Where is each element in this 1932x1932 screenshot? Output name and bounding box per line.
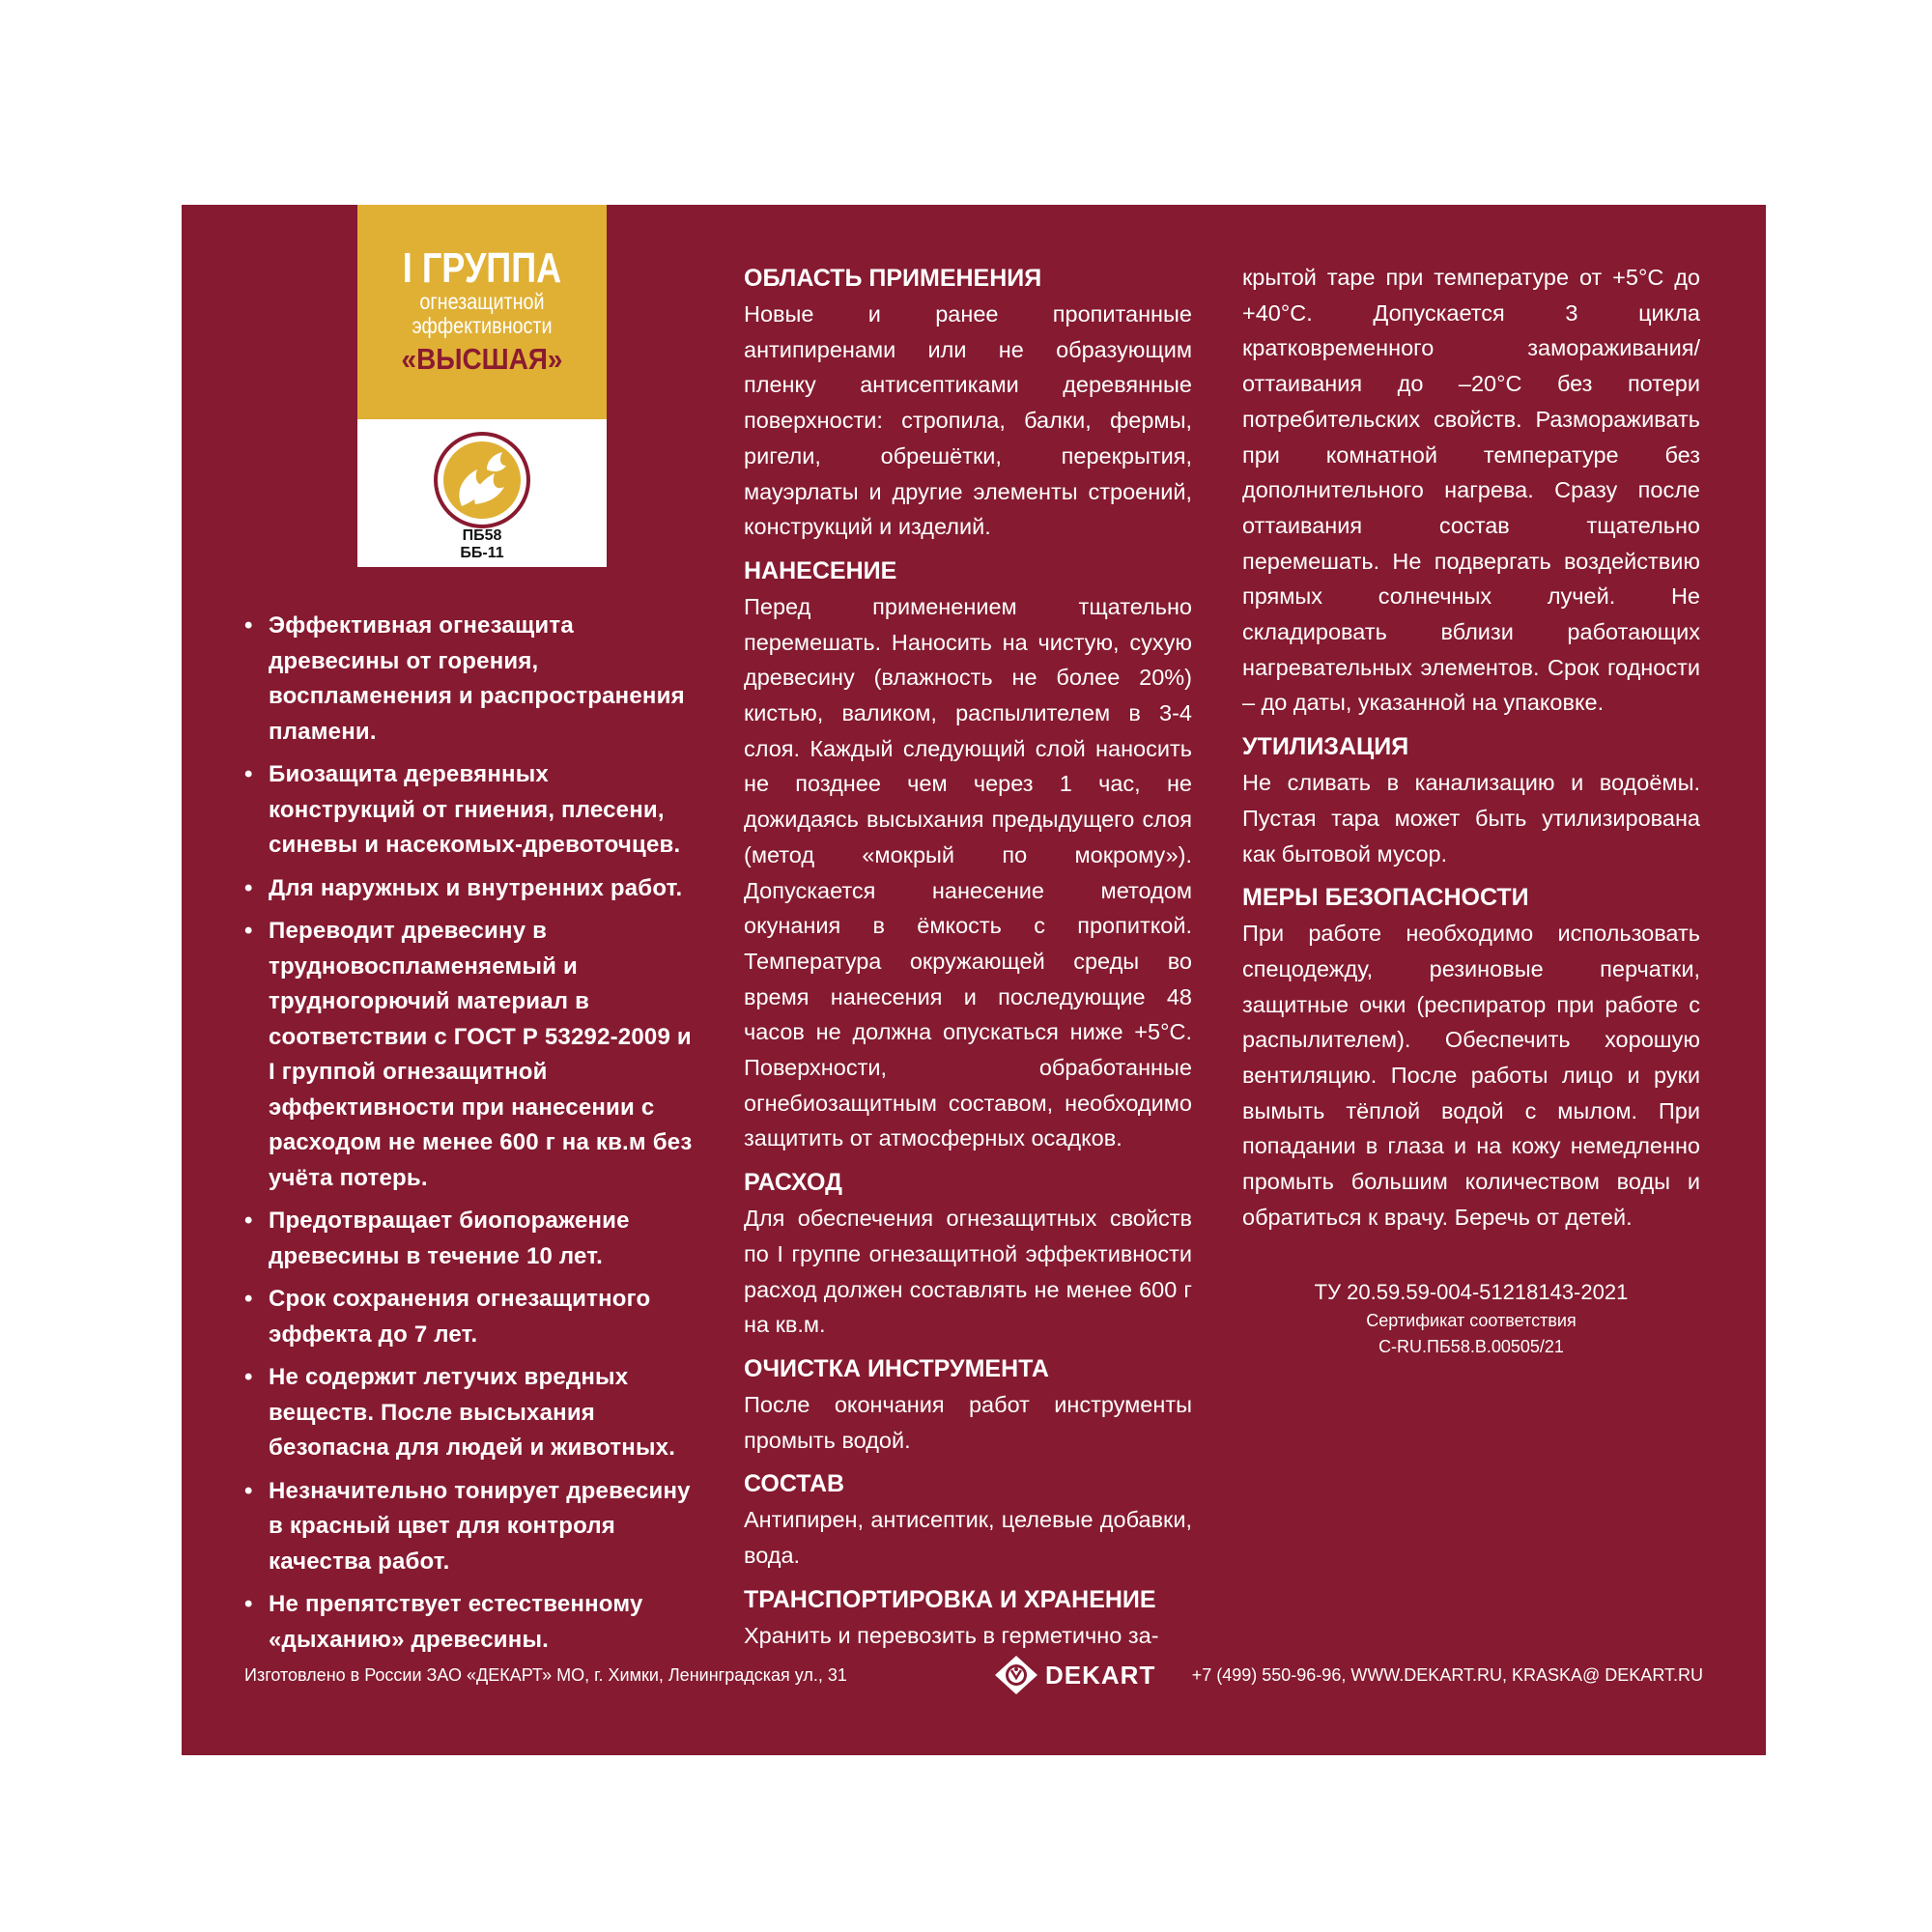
- storage-title: ТРАНСПОРТИРОВКА И ХРАНЕНИЕ: [744, 1585, 1156, 1613]
- manufacturer-info: Изготовлено в России ЗАО «ДЕКАРТ» МО, г. Химки, Ленинградская ул., 31: [244, 1665, 847, 1685]
- safety-title: МЕРЫ БЕЗОПАСНОСТИ: [1242, 884, 1529, 912]
- storage-safety-column: [1242, 260, 1700, 1243]
- feature-item: • Эффективная огнезащита древесины от горения, воспламенения и распространения пламени.: [244, 609, 698, 750]
- badge-codes: [357, 527, 607, 562]
- cleaning-body: После окончания работ инструменты промыть водой.: [744, 1391, 1192, 1453]
- feature-item: • Незначительно тонирует древесину в красный цвет для контроля качества работ.: [244, 1474, 698, 1580]
- application-title: ОБЛАСТЬ ПРИМЕНЕНИЯ: [744, 265, 1042, 292]
- consumption-body: Для обеспечения огнезащитных свойств по I группе огнезащитной эффективности расход должен составлять не менее 600 г на кв.м.: [744, 1206, 1192, 1338]
- flame-emblem-icon: [433, 431, 531, 529]
- dekart-emblem-icon: [993, 1654, 1039, 1696]
- badge-subtitle-1: огнезащитной: [419, 289, 545, 314]
- composition-title: СОСТАВ: [744, 1470, 845, 1498]
- badge-code-1: ПБ58: [462, 527, 502, 544]
- badge-level: «ВЫСШАЯ»: [401, 342, 563, 376]
- feature-item: • Переводит древесину в трудновоспламеняемый и трудногорючий материал в соответствии с ГОСТ Р 53292-2009 и I группой огнезащитной эффективности при нанесении с расходом не менее 600 г на кв.м без учёта потерь.: [244, 914, 698, 1196]
- instructions-column: [744, 260, 1192, 1662]
- consumption-title: РАСХОД: [744, 1169, 842, 1197]
- badge-header: [357, 205, 607, 419]
- disposal-body: Не сливать в канализацию и водоёмы. Пустая тара может быть утилизирована как бытовой мусор.: [1242, 770, 1700, 867]
- storage-body-part1: Хранить и перевозить в герметично за-: [744, 1622, 1159, 1648]
- certificate-block: [1244, 1277, 1698, 1360]
- storage-body-part2: крытой таре при температуре от +5°С до +40°С. Допускается 3 цикла кратковременного замораживания/оттаивания до –20°С без потери потребительских свойств. Размораживать при комнатной температуре без дополнительного нагрева. Сразу после оттаивания состав тщательно перемешать. Не подвергать воздействию прямых солнечных лучей. Не складировать вблизи работающих нагревательных элементов. Срок годности – до даты, указанной на упаковке.: [1242, 265, 1700, 716]
- feature-item: • Не препятствует естественному «дыханию» древесины.: [244, 1587, 698, 1658]
- disposal-title: УТИЛИЗАЦИЯ: [1242, 733, 1409, 761]
- label-panel: [182, 205, 1766, 1755]
- composition-body: Антипирен, антисептик, целевые добавки, вода.: [744, 1507, 1192, 1569]
- cleaning-title: ОЧИСТКА ИНСТРУМЕНТА: [744, 1354, 1049, 1382]
- certificate-number: С-RU.ПБ58.В.00505/21: [1378, 1337, 1564, 1356]
- fire-protection-badge: [357, 205, 607, 567]
- feature-item: • Не содержит летучих вредных веществ. После высыхания безопасна для людей и животных.: [244, 1360, 698, 1466]
- dekart-brand-name: DEKART: [1045, 1660, 1156, 1690]
- badge-group-title: I ГРУППА: [402, 244, 562, 292]
- badge-code-2: ББ-11: [460, 545, 504, 561]
- badge-subtitle-2: эффективности: [412, 313, 553, 338]
- feature-item: • Срок сохранения огнезащитного эффекта до 7 лет.: [244, 1282, 698, 1352]
- certificate-label: Сертификат соответствия: [1366, 1311, 1577, 1330]
- badge-emblem-area: [357, 419, 607, 567]
- tech-spec-number: ТУ 20.59.59-004-51218143-2021: [1314, 1280, 1629, 1304]
- dekart-logo: [993, 1654, 1155, 1696]
- footer: [244, 1654, 1703, 1692]
- safety-body: При работе необходимо использовать спецодежду, резиновые перчатки, защитные очки (респиратор при работе с распылителем). Обеспечить хорошую вентиляцию. После работы лицо и руки вымыть тёплой водой с мылом. При попадании в глаза и на кожу немедленно промыть большим количеством воды и обратиться к врачу. Беречь от детей.: [1242, 921, 1700, 1230]
- application-body: Новые и ранее пропитанные антипиренами или не образующим пленку антисептиками деревянные поверхности: стропила, балки, фермы, ригели, обрешётки, перекрытия, мауэрлаты и другие элементы строений, конструкций и изделий.: [744, 301, 1192, 540]
- contact-info: +7 (499) 550-96-96, WWW.DEKART.RU, KRASKA@ DEKART.RU: [1191, 1665, 1703, 1685]
- method-title: НАНЕСЕНИЕ: [744, 556, 897, 584]
- features-column: [244, 609, 698, 1665]
- method-body: Перед применением тщательно перемешать. Наносить на чистую, сухую древесину (влажность не более 20%) кистью, валиком, распылителем в 3-4 слоя. Каждый следующий слой наносить не позднее чем через 1 час, не дожидаясь высыхания предыдущего слоя (метод «мокрый по мокрому»). Допускается нанесение методом окунания в ёмкость с пропиткой. Температура окружающей среды во время нанесения и последующие 48 часов не должна опускаться ниже +5°С. Поверхности, обработанные огнебиозащитным составом, необходимо защитить от атмосферных осадков.: [744, 593, 1192, 1151]
- features-list: [244, 609, 698, 1658]
- feature-item: • Для наружных и внутренних работ.: [244, 871, 698, 907]
- feature-item: • Предотвращает биопоражение древесины в течение 10 лет.: [244, 1204, 698, 1274]
- feature-item: • Биозащита деревянных конструкций от гниения, плесени, синевы и насекомых-древоточцев.: [244, 757, 698, 864]
